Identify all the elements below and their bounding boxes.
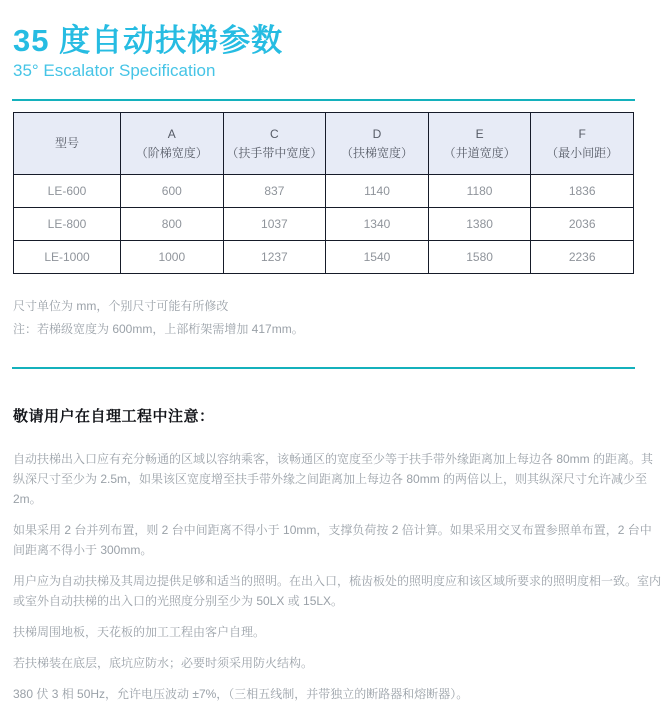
- cell-model: LE-1000: [14, 241, 121, 274]
- cell-value: 1540: [326, 241, 429, 274]
- cell-value: 2036: [531, 208, 634, 241]
- cell-value: 1037: [223, 208, 326, 241]
- cell-model: LE-600: [14, 175, 121, 208]
- table-notes: [13, 295, 671, 341]
- column-header-letter: E: [475, 126, 484, 141]
- table-row-le600: [14, 175, 634, 208]
- note-truss: 注：若梯级宽度为 600mm，上部桁架需增加 417mm。: [13, 322, 304, 336]
- cell-model: LE-800: [14, 208, 121, 241]
- column-header-desc: （阶梯宽度）: [135, 145, 208, 160]
- column-header-label: 型号: [54, 136, 79, 150]
- column-header-model: [14, 113, 121, 175]
- column-header-letter: C: [270, 126, 279, 141]
- column-header-a: [121, 113, 224, 175]
- column-header-f: [531, 113, 634, 175]
- notice-paragraph-waterproof: 若扶梯装在底层，底坑应防水；必要时须采用防火结构。: [13, 656, 314, 670]
- notice-heading: 敬请用户在自理工程中注意：: [13, 408, 215, 425]
- escalator-spec-page: [0, 24, 671, 708]
- cell-value: 1180: [428, 175, 531, 208]
- cell-value: 1380: [428, 208, 531, 241]
- cell-value: 1140: [326, 175, 429, 208]
- notice-paragraph-parallel-layout: 如果采用 2 台并列布置，则 2 台中间距离不得小于 10mm，支撑负荷按 2 倍计算。如果采用交叉布置参照单布置，2 台中间距离不得小于 300mm。: [13, 523, 652, 557]
- column-header-letter: A: [167, 126, 176, 141]
- column-header-desc: （最小间距）: [546, 145, 619, 160]
- middle-divider: [12, 367, 635, 369]
- cell-value: 837: [223, 175, 326, 208]
- spec-table-header-row: [14, 113, 634, 175]
- page-title: 35 度自动扶梯参数: [13, 23, 284, 58]
- note-units: 尺寸单位为 mm，个别尺寸可能有所修改: [13, 299, 229, 313]
- top-divider: [12, 99, 635, 101]
- cell-value: 2236: [531, 241, 634, 274]
- notice-paragraph-floor-ceiling: 扶梯周围地板，天花板的加工工程由客户自理。: [13, 625, 266, 639]
- column-header-letter: D: [372, 126, 382, 141]
- table-row-le1000: [14, 241, 634, 274]
- cell-value: 1836: [531, 175, 634, 208]
- table-row-le800: [14, 208, 634, 241]
- cell-value: 600: [121, 175, 224, 208]
- column-header-desc: （井道宽度）: [443, 145, 516, 160]
- cell-value: 1340: [326, 208, 429, 241]
- notice-paragraph-access-area: 自动扶梯出入口应有充分畅通的区域以容纳乘客，该畅通区的宽度至少等于扶手带外缘距离加上每边各 80mm 的距离。其纵深尺寸至少为 2.5m，如果该区宽度增至扶手带外缘之间距离加上每边各 80mm 的两倍以上，则其纵深尺寸允许减少至 2m。: [13, 452, 654, 506]
- spec-table: [13, 112, 634, 274]
- notice-paragraphs: [0, 449, 671, 704]
- cell-value: 800: [121, 208, 224, 241]
- column-header-desc: （扶手带中宽度）: [226, 145, 323, 160]
- cell-value: 1000: [121, 241, 224, 274]
- column-header-e: [428, 113, 531, 175]
- cell-value: 1580: [428, 241, 531, 274]
- notice-paragraph-lighting: 用户应为自动扶梯及其周边提供足够和适当的照明。在出入口，梳齿板处的照明度应和该区域所要求的照明度相一致。室内或室外自动扶梯的出入口的光照度分别至少为 50LX 或 15LX。: [13, 574, 662, 608]
- cell-value: 1237: [223, 241, 326, 274]
- column-header-d: [326, 113, 429, 175]
- column-header-desc: （扶梯宽度）: [340, 145, 413, 160]
- column-header-c: [223, 113, 326, 175]
- notice-paragraph-power: 380 伏 3 相 50Hz，允许电压波动 ±7%，（三相五线制，并带独立的断路器和熔断器）。: [13, 687, 469, 701]
- page-subtitle: 35° Escalator Specification: [13, 61, 216, 80]
- column-header-letter: F: [578, 126, 586, 141]
